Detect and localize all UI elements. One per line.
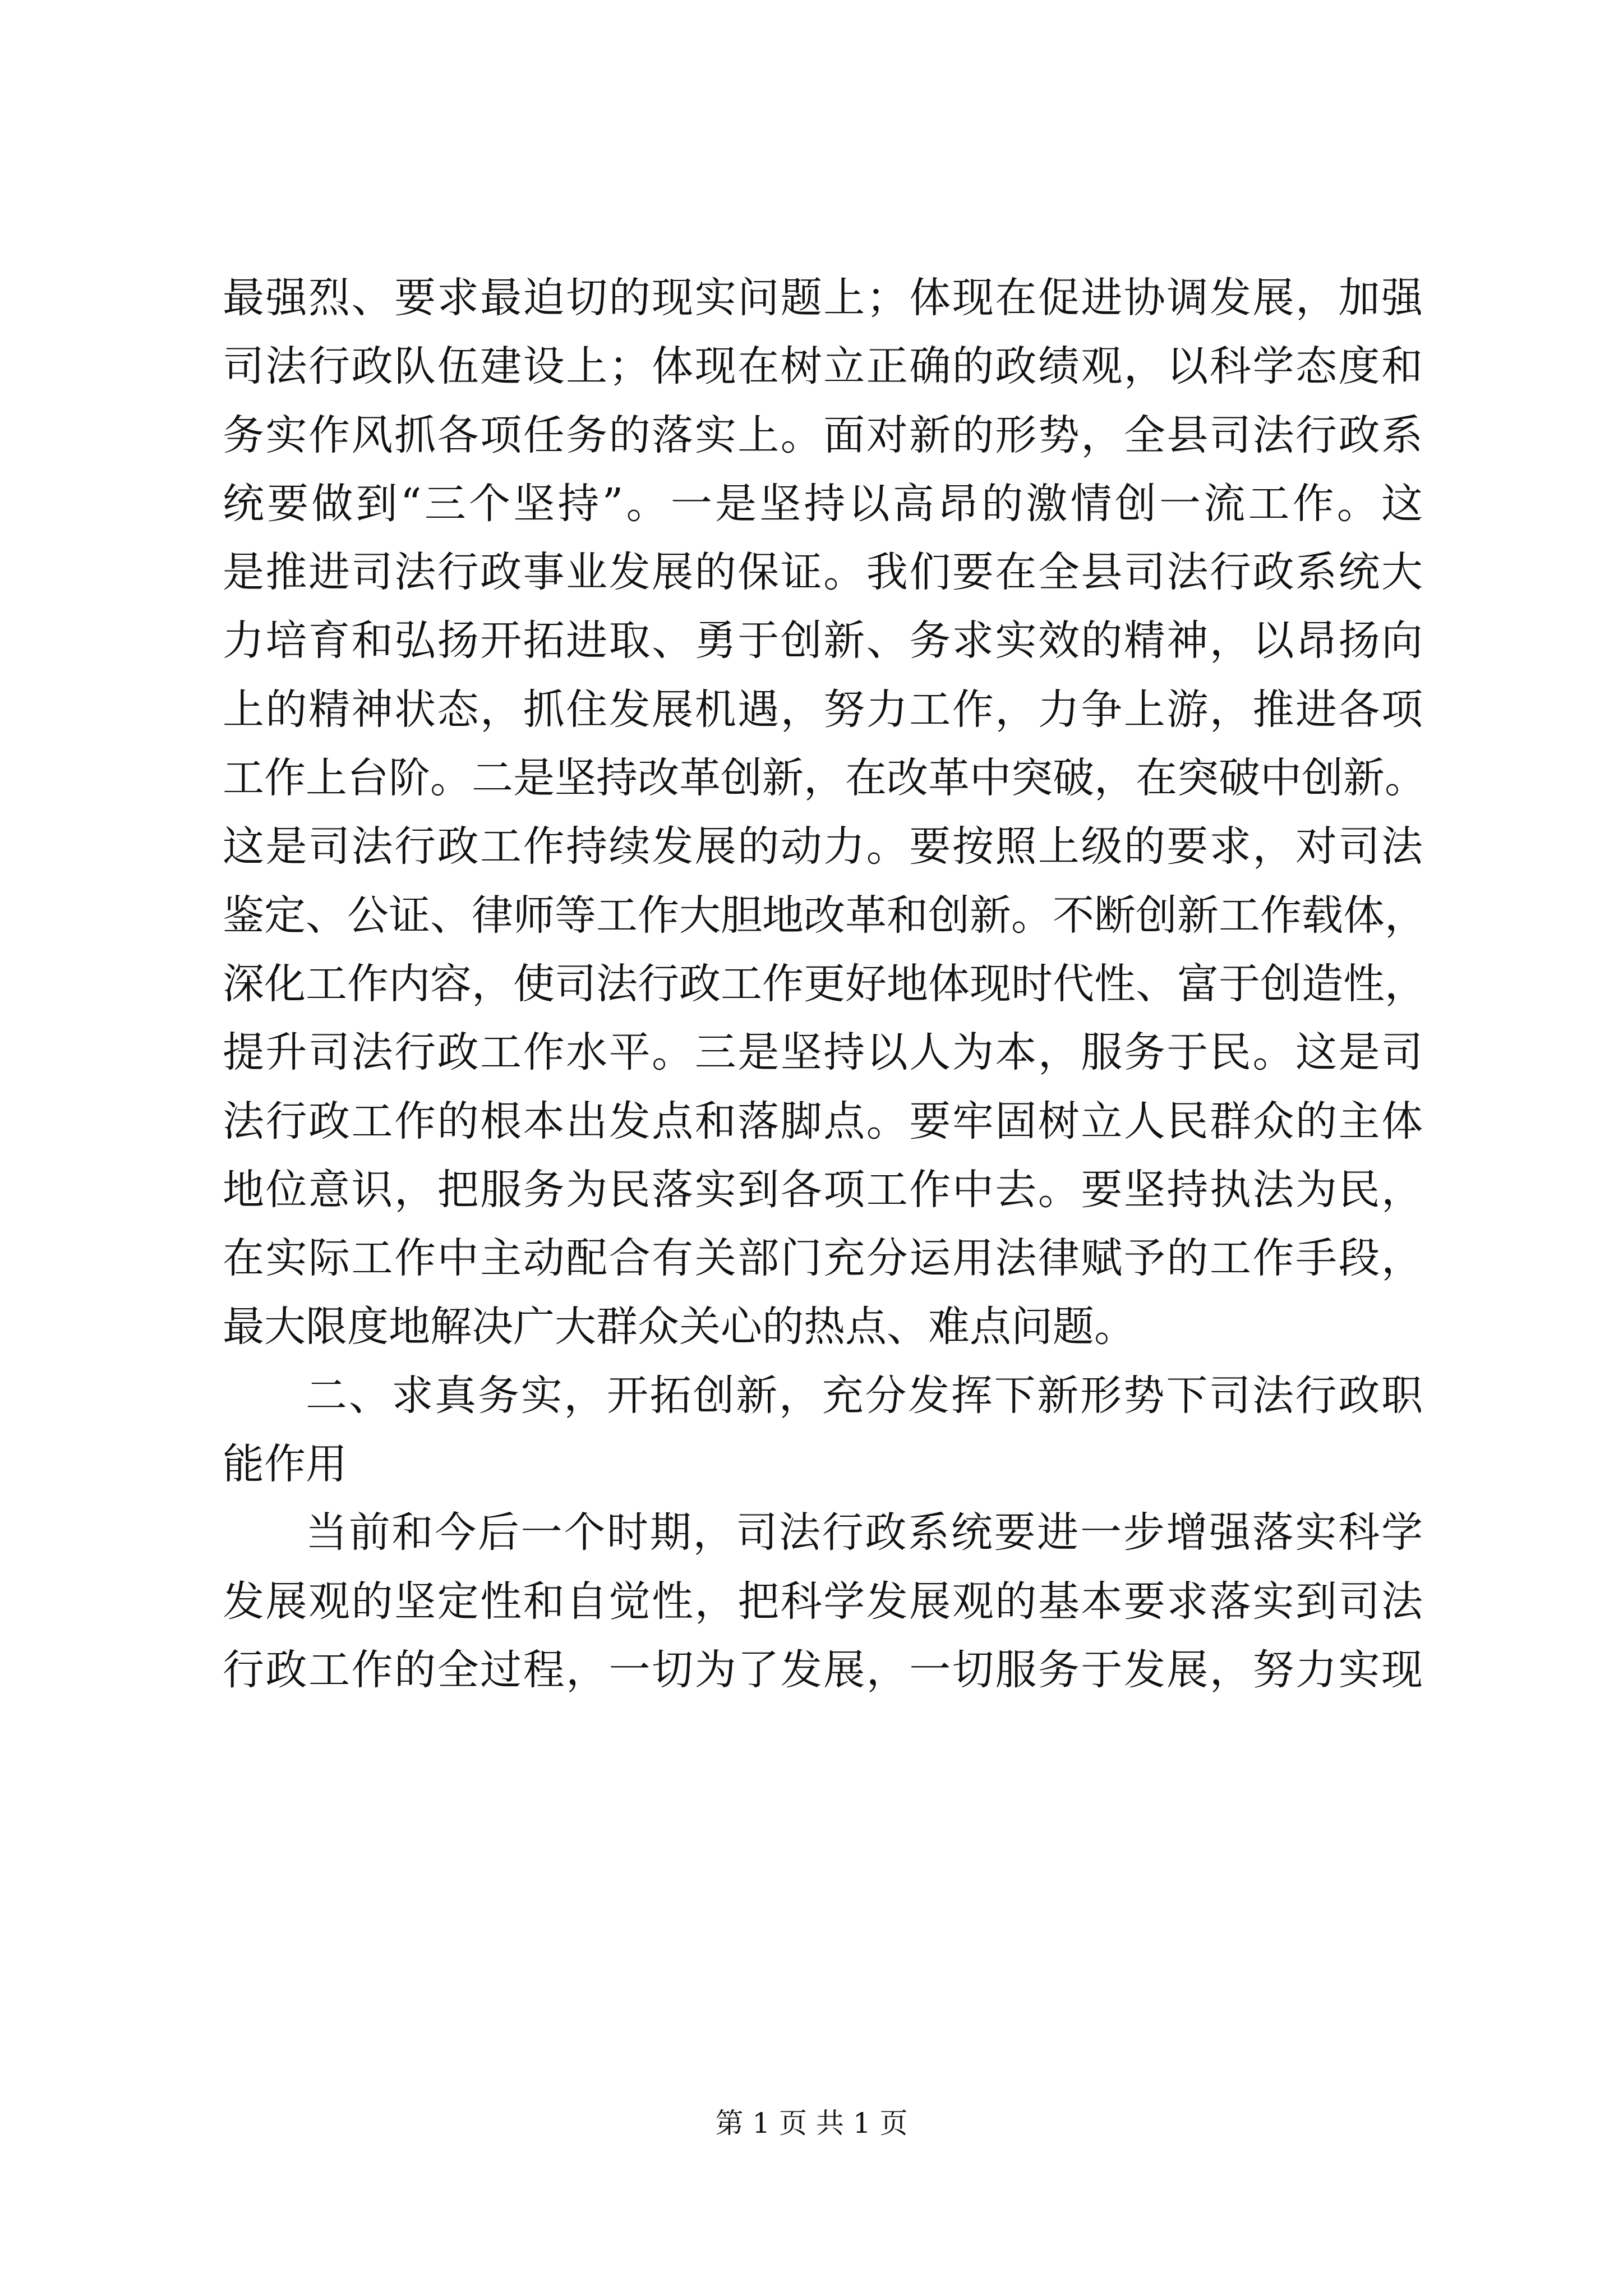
paragraph-1 bbox=[223, 264, 1426, 1361]
text-line: 行政工作的全过程，一切为了发展，一切服务于发展，努力实现 bbox=[223, 1645, 1423, 1694]
text-line: 统要做到“三个坚持”。一是坚持以高昂的激情创一流工作。这 bbox=[223, 479, 1423, 528]
page-number-label: 第 1 页 共 1 页 bbox=[715, 2107, 908, 2139]
text-line: 提升司法行政工作水平。三是坚持以人为本，服务于民。这是司 bbox=[223, 1028, 1423, 1077]
text-line: 这是司法行政工作持续发展的动力。要按照上级的要求，对司法 bbox=[223, 822, 1423, 871]
text-line: 力培育和弘扬开拓进取、勇于创新、务求实效的精神，以昂扬向 bbox=[223, 616, 1423, 665]
text-line: 在实际工作中主动配合有关部门充分运用法律赋予的工作手段， bbox=[223, 1234, 1423, 1283]
text-line: 地位意识，把服务为民落实到各项工作中去。要坚持执法为民， bbox=[223, 1165, 1423, 1214]
page-footer bbox=[0, 2104, 1623, 2143]
text-line: 上的精神状态，抓住发展机遇，努力工作，力争上游，推进各项 bbox=[223, 685, 1423, 734]
text-line: 是推进司法行政事业发展的保证。我们要在全县司法行政系统大 bbox=[223, 548, 1423, 597]
text-line: 最大限度地解决广大群众关心的热点、难点问题。 bbox=[223, 1303, 1136, 1351]
section-heading bbox=[223, 1361, 1423, 1499]
text-line: 司法行政队伍建设上；体现在树立正确的政绩观，以科学态度和 bbox=[223, 342, 1423, 391]
text-line: 当前和今后一个时期，司法行政系统要进一步增强落实科学 bbox=[306, 1508, 1423, 1557]
text-line: 最强烈、要求最迫切的现实问题上；体现在促进协调发展，加强 bbox=[223, 274, 1423, 322]
document-body bbox=[223, 264, 1426, 1704]
text-line: 深化工作内容，使司法行政工作更好地体现时代性、富于创造性， bbox=[223, 959, 1426, 1008]
text-line: 务实作风抓各项任务的落实上。面对新的形势，全县司法行政系 bbox=[223, 411, 1423, 459]
text-line: 工作上台阶。二是坚持改革创新，在改革中突破，在突破中创新。 bbox=[223, 754, 1426, 803]
text-line: 发展观的坚定性和自觉性，把科学发展观的基本要求落实到司法 bbox=[223, 1577, 1423, 1626]
text-line: 鉴定、公证、律师等工作大胆地改革和创新。不断创新工作载体， bbox=[223, 891, 1426, 940]
text-line: 法行政工作的根本出发点和落脚点。要牢固树立人民群众的主体 bbox=[223, 1097, 1423, 1145]
heading-line: 二、求真务实，开拓创新，充分发挥下新形势下司法行政职 bbox=[306, 1371, 1423, 1420]
paragraph-2 bbox=[223, 1498, 1423, 1704]
heading-line: 能作用 bbox=[223, 1440, 347, 1489]
